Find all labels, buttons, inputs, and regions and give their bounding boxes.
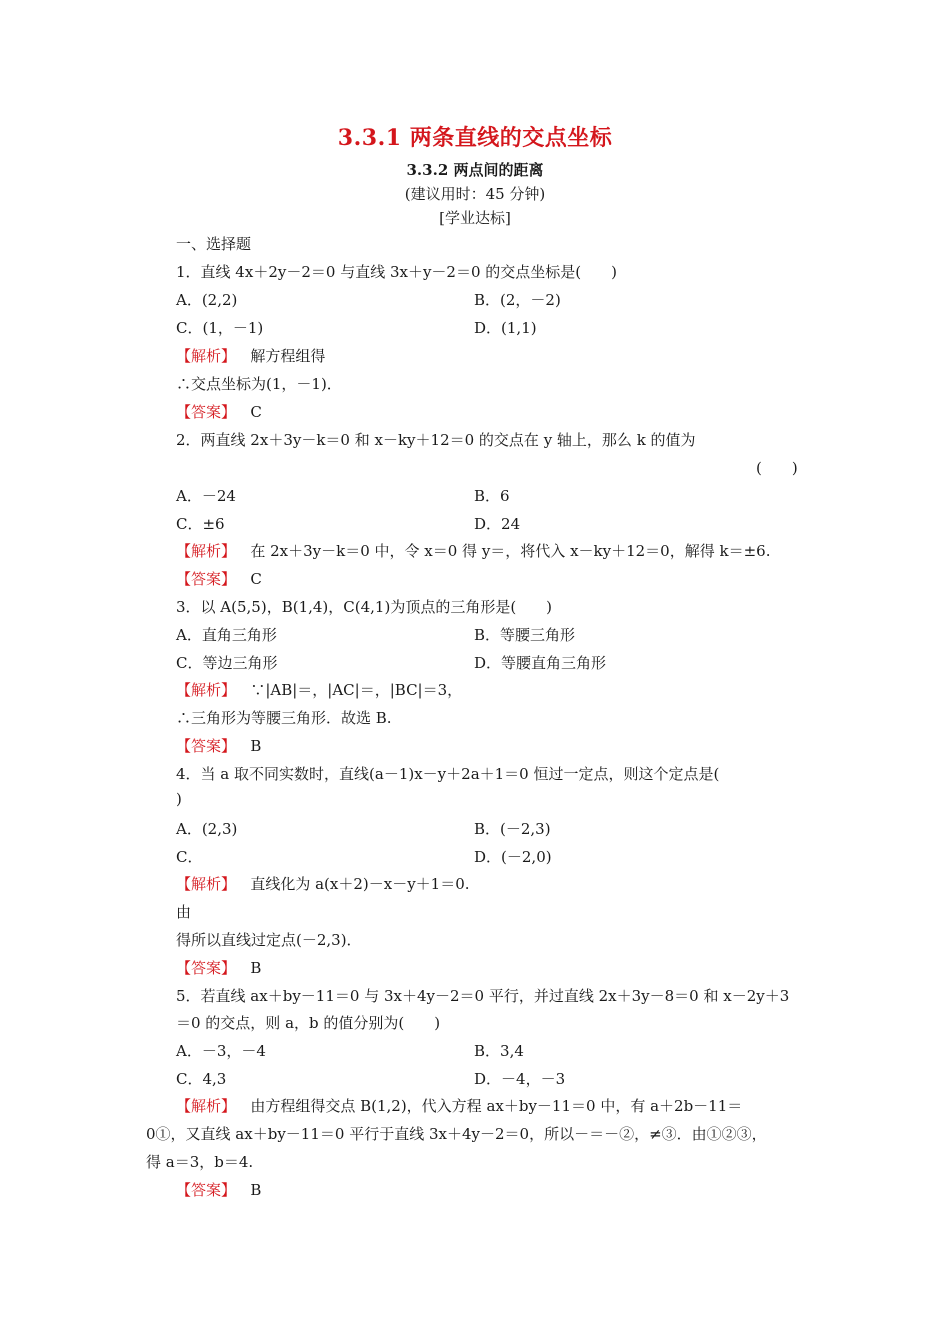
analysis-text: 由方程组得交点 B(1,2)，代入方程 ax＋by－11＝0 中，有 a＋2b－11＝	[250, 1097, 743, 1115]
question-1-option-d: D．(1,1)	[474, 319, 537, 337]
analysis-text: 解方程组得	[250, 347, 326, 365]
question-5-option-b: B．3,4	[474, 1042, 524, 1060]
question-1-stem: 1．直线 4x＋2y－2＝0 与直线 3x＋y－2＝0 的交点坐标是( )	[176, 263, 617, 281]
analysis-text: 在 2x＋3y－k＝0 中，令 x＝0 得 y＝，将代入 x－ky＋12＝0，解得 k＝±6.	[250, 542, 771, 560]
question-3-analysis-2: ∴三角形为等腰三角形．故选 B.	[176, 709, 392, 727]
question-3-analysis	[176, 679, 462, 700]
page-subtitle: 3.3.2 两点间的距离	[406, 161, 544, 179]
question-4-option-b: B．(－2,3)	[474, 820, 551, 838]
question-2-stem: 2．两直线 2x＋3y－k＝0 和 x－ky＋12＝0 的交点在 y 轴上，那么 k 的值为	[176, 431, 696, 449]
question-2-option-c: C．±6	[176, 515, 225, 533]
question-3-answer	[176, 735, 261, 756]
question-1-answer	[176, 401, 262, 422]
question-4-option-c: C．	[176, 848, 203, 866]
question-2-option-b: B．6	[474, 487, 510, 505]
question-1-option-b: B．(2，－2)	[474, 291, 561, 309]
question-5-stem: 5．若直线 ax＋by－11＝0 与 3x＋4y－2＝0 平行，并过直线 2x＋3y－8＝0 和 x－2y＋3	[176, 987, 790, 1005]
answer-tag: 【答案】	[176, 1181, 237, 1199]
question-3-option-b: B．等腰三角形	[474, 626, 576, 644]
question-4-stem: 4．当 a 取不同实数时，直线(a－1)x－y＋2a＋1＝0 恒过一定点，则这个定点是(	[176, 765, 720, 783]
question-5-analysis	[176, 1095, 742, 1116]
question-3-option-c: C．等边三角形	[176, 654, 278, 672]
suggested-time: (建议用时：45 分钟)	[404, 185, 546, 203]
question-5-stem-2: ＝0 的交点，则 a，b 的值分别为( )	[176, 1014, 441, 1032]
question-2-option-d: D．24	[474, 515, 521, 533]
question-5-option-d: D．－4，－3	[474, 1070, 566, 1088]
question-5-option-c: C．4,3	[176, 1070, 227, 1088]
question-3-option-d: D．等腰直角三角形	[474, 654, 607, 672]
question-3-stem: 3．以 A(5,5)，B(1,4)，C(4,1)为顶点的三角形是( )	[176, 598, 553, 616]
question-2-paren: ( )	[756, 459, 798, 477]
analysis-text: ∵|AB|＝，|AC|＝，|BC|＝3，	[250, 681, 463, 699]
question-1-analysis	[176, 345, 325, 366]
answer-text: C	[250, 570, 262, 588]
question-4-analysis-2: 由	[176, 903, 192, 921]
analysis-tag: 【解析】	[176, 681, 237, 699]
answer-text: C	[250, 403, 262, 421]
question-1-option-c: C．(1，－1)	[176, 319, 264, 337]
question-4-stem-2: )	[176, 790, 182, 808]
page-title: 3.3.1 两条直线的交点坐标	[337, 125, 613, 151]
question-1-analysis-2: ∴交点坐标为(1，－1)．	[176, 375, 342, 393]
question-4-option-a: A．(2,3)	[176, 820, 238, 838]
answer-tag: 【答案】	[176, 570, 237, 588]
analysis-tag: 【解析】	[176, 1097, 237, 1115]
question-2-analysis	[176, 540, 770, 561]
question-3-option-a: A．直角三角形	[176, 626, 277, 644]
question-2-option-a: A．－24	[176, 487, 236, 505]
answer-text: B	[250, 959, 262, 977]
question-2-answer	[176, 568, 262, 589]
answer-tag: 【答案】	[176, 403, 237, 421]
level-label: [学业达标]	[439, 209, 511, 227]
analysis-tag: 【解析】	[176, 542, 237, 560]
analysis-text: 直线化为 a(x＋2)－x－y＋1＝0.	[250, 875, 470, 893]
question-5-analysis-3: 得 a＝3，b＝4.	[146, 1153, 254, 1171]
question-5-analysis-2: 0①，又直线 ax＋by－11＝0 平行于直线 3x＋4y－2＝0，所以－＝－②，≠③．由①②③，	[146, 1125, 767, 1143]
question-4-analysis-3: 得所以直线过定点(－2,3)．	[176, 931, 362, 949]
answer-tag: 【答案】	[176, 737, 237, 755]
answer-text: B	[250, 737, 262, 755]
analysis-tag: 【解析】	[176, 875, 237, 893]
analysis-tag: 【解析】	[176, 347, 237, 365]
question-4-option-d: D．(－2,0)	[474, 848, 552, 866]
question-4-analysis	[176, 873, 470, 894]
question-1-option-a: A．(2,2)	[176, 291, 238, 309]
answer-text: B	[250, 1181, 262, 1199]
question-4-answer	[176, 957, 261, 978]
question-5-option-a: A．－3，－4	[176, 1042, 266, 1060]
answer-tag: 【答案】	[176, 959, 237, 977]
section-heading: 一、选择题	[176, 235, 252, 253]
question-5-answer	[176, 1179, 261, 1200]
